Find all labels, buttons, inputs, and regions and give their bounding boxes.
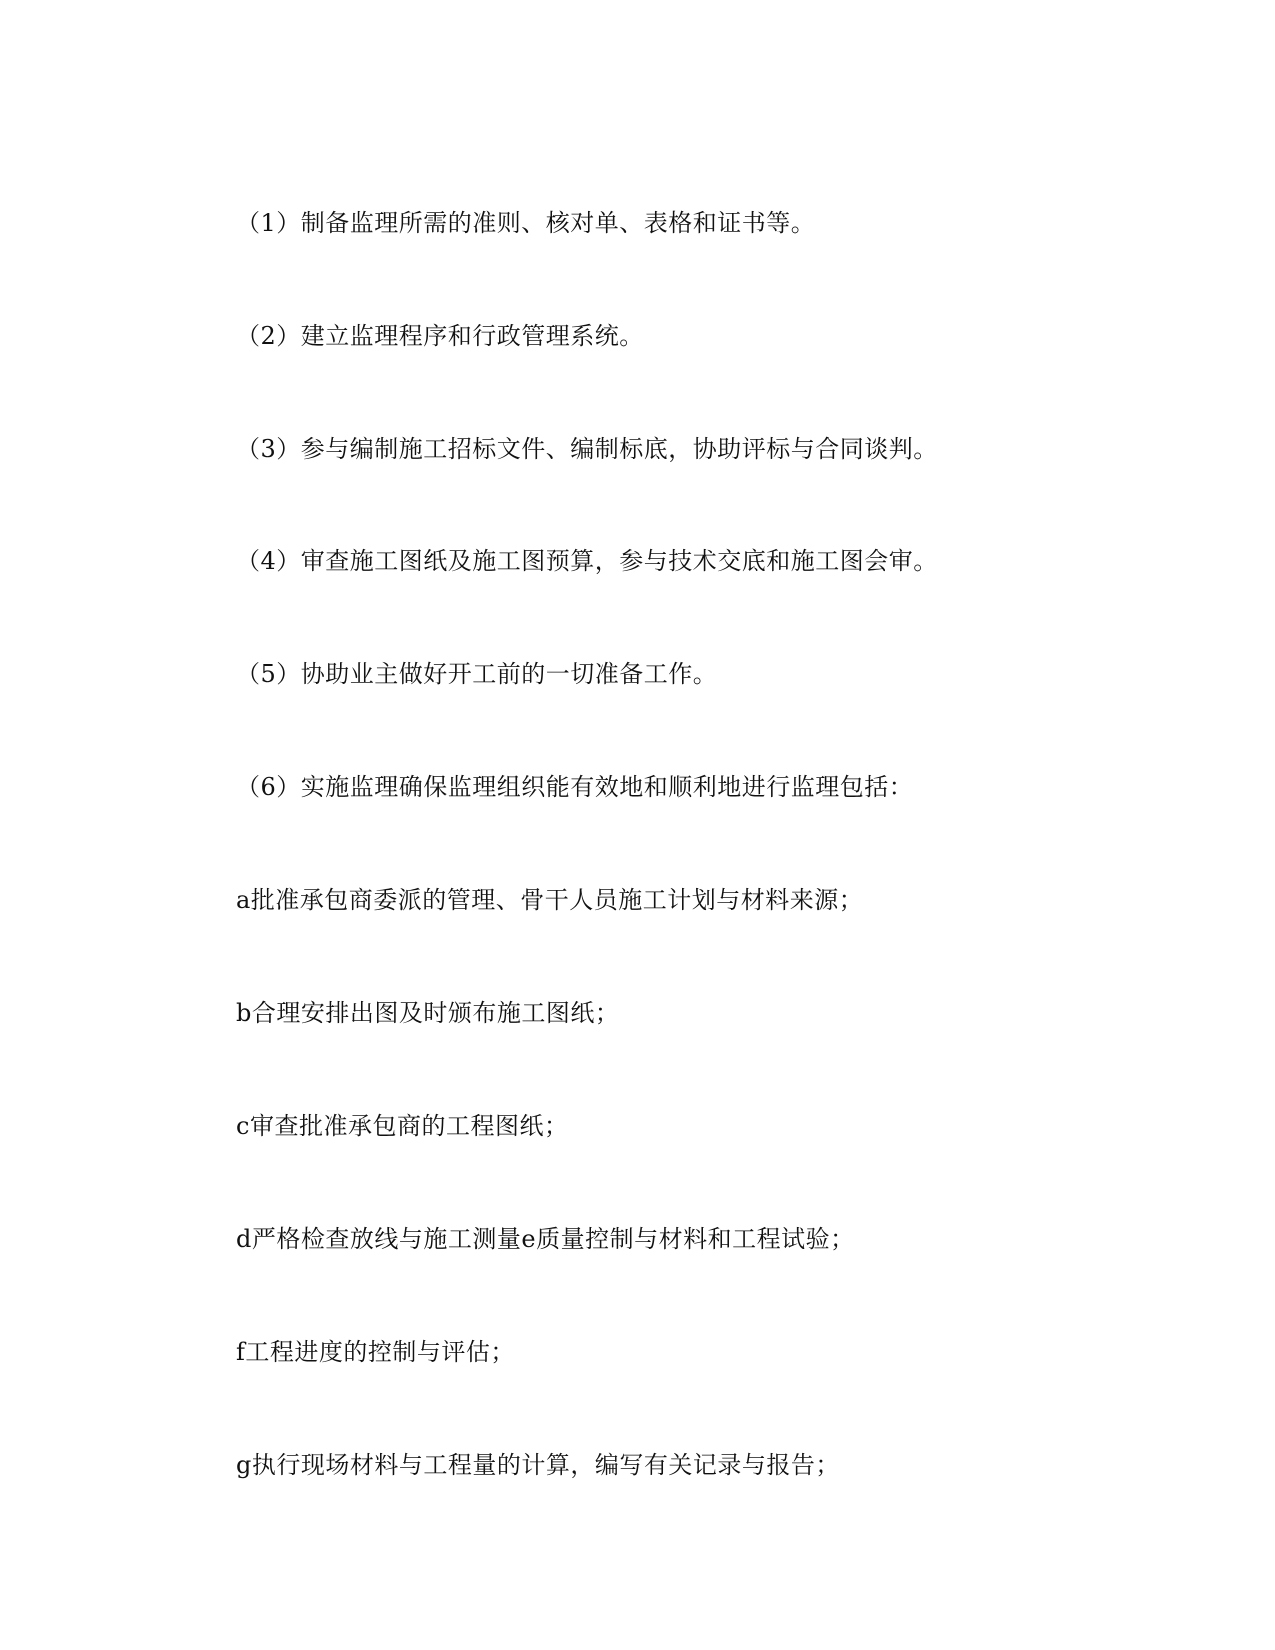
subitem-g-text: g执行现场材料与工程量的计算，编写有关记录与报告；: [236, 1451, 840, 1479]
item-2-text: （2）建立监理程序和行政管理系统。: [236, 322, 644, 350]
item-5-text: （5）协助业主做好开工前的一切准备工作。: [236, 660, 718, 688]
item-6-text: （6）实施监理确保监理组织能有效地和顺利地进行监理包括：: [236, 773, 914, 801]
subitem-b-text: b合理安排出图及时颁布施工图纸；: [236, 999, 620, 1027]
subitem-d-text: d严格检查放线与施工测量e质量控制与材料和工程试验；: [236, 1225, 855, 1253]
item-1-text: （1）制备监理所需的准则、核对单、表格和证书等。: [236, 209, 816, 237]
subitem-a-text: a批准承包商委派的管理、骨干人员施工计划与材料来源；: [236, 886, 864, 914]
item-4-text: （4）审查施工图纸及施工图预算，参与技术交底和施工图会审。: [236, 547, 938, 575]
subitem-f-text: f工程进度的控制与评估；: [236, 1338, 515, 1366]
item-3-text: （3）参与编制施工招标文件、编制标底，协助评标与合同谈判。: [236, 435, 938, 463]
subitem-c-text: c审查批准承包商的工程图纸；: [236, 1112, 569, 1140]
